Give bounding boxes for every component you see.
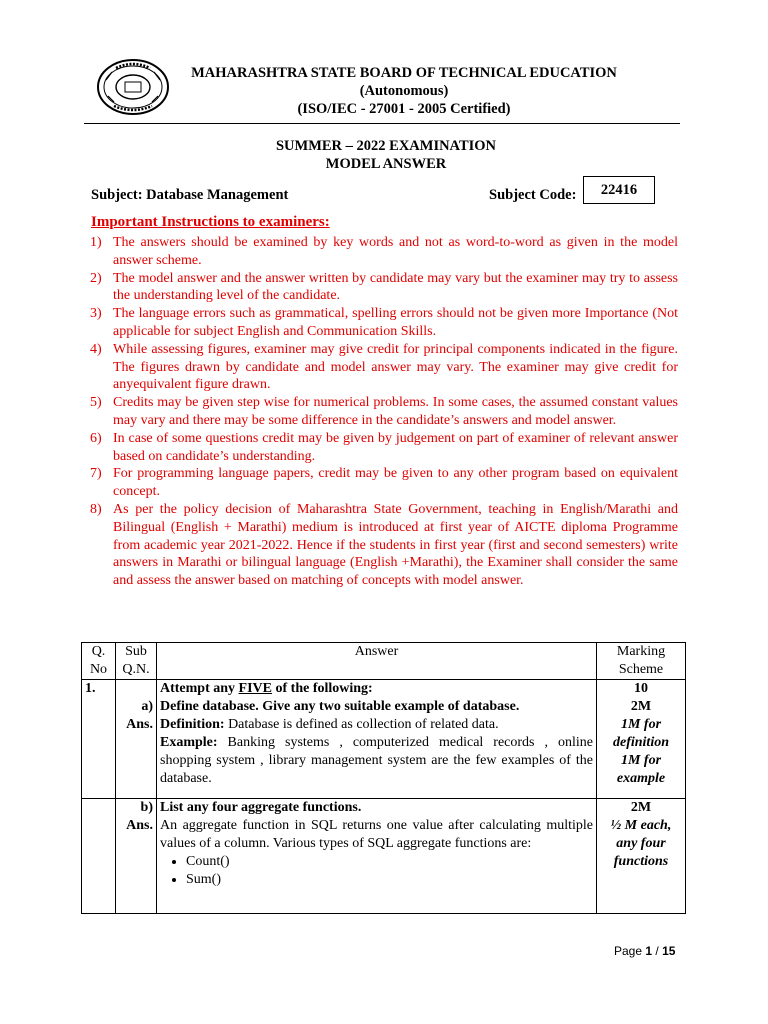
instructions-list (90, 234, 678, 590)
sub-question-label: a) (141, 699, 153, 714)
instruction-text: In case of some questions credit may be given by judgement on part of examiner of relevant answer based on candidate’s understanding. (113, 430, 678, 464)
page-number (614, 944, 675, 958)
example-body: Banking systems , computerized medical records , online shopping system , library management system are the few examples of the database. (160, 735, 593, 786)
marking-cell (597, 799, 686, 914)
instruction-number: 8) (90, 501, 102, 517)
table-header-row (82, 643, 686, 680)
function-list (160, 853, 593, 889)
scheme-text: ½ M each, any four functions (610, 818, 672, 869)
instruction-number: 4) (90, 341, 102, 357)
instruction-number: 6) (90, 430, 102, 446)
scheme-definition: 1M for definition (612, 717, 669, 750)
marking-cell (597, 680, 686, 799)
instruction-text: The language errors such as grammatical, spelling errors should not be given more Importance (Not applicable for subject English and Communication Skills. (113, 306, 678, 339)
header-qno: Q. No (82, 643, 116, 680)
msbte-logo (96, 58, 170, 116)
subject-code-label: Subject Code: (489, 187, 577, 203)
marks: 2M (630, 800, 652, 815)
certification-label: (ISO/IEC - 27001 - 2005 Certified) (297, 101, 511, 117)
instruction-item (90, 465, 678, 501)
ans-label: Ans. (126, 717, 153, 732)
example-text (160, 734, 593, 788)
header-divider (84, 123, 680, 124)
page-separator: / (652, 944, 663, 958)
definition-label: Definition: (160, 717, 225, 732)
instruction-number: 1) (90, 235, 102, 250)
board-name: MAHARASHTRA STATE BOARD OF TECHNICAL EDUCATION (191, 65, 617, 81)
subject-label: Subject: Database Management (91, 187, 289, 203)
definition-text (160, 716, 593, 734)
instruction-item (90, 305, 678, 341)
instruction-text: Credits may be given step wise for numerical problems. In some cases, the assumed constant values may vary and there may be some difference in the candidate’s answers and model answer. (113, 395, 678, 428)
sub-question-cell (116, 680, 157, 799)
autonomous-label: (Autonomous) (359, 83, 449, 99)
list-item: • Sum() (186, 871, 593, 889)
subject-code-box: 22416 (583, 176, 655, 204)
attempt-instruction (160, 680, 593, 698)
instruction-item (90, 430, 678, 466)
attempt-count: FIVE (238, 681, 272, 696)
total-pages: 15 (662, 944, 676, 958)
question-number-empty (82, 799, 116, 914)
table-row (82, 680, 686, 799)
instruction-text: As per the policy decision of Maharashtra State Government, teaching in English/Marathi and Bilingual (English + Marathi) medium is introduced at first year of AICTE diploma Programme from academic year 2021-2022. Hence if the students in first year (first and second semesters) write answers in Marathi or bilingual language (English +Marathi), the Examiner shall consider the same and assess the answer based on matching of concepts with model answer. (113, 501, 678, 589)
sub-question-cell (116, 799, 157, 914)
answer-cell (157, 799, 597, 914)
attempt-pre: Attempt any (160, 681, 239, 696)
example-label: Example: (160, 735, 218, 750)
scheme-example: 1M for example (616, 753, 666, 786)
instruction-number: 5) (90, 395, 102, 411)
instruction-number: 3) (90, 306, 102, 322)
current-page: 1 (645, 944, 653, 958)
table-row (82, 799, 686, 914)
instruction-item (90, 270, 678, 306)
definition-body: Database is defined as collection of related data. (224, 717, 499, 732)
answer-cell (157, 680, 597, 799)
header-subqn: Sub Q.N. (116, 643, 157, 680)
header-answer: Answer (157, 643, 597, 680)
answer-text: An aggregate function in SQL returns one value after calculating multiple values of a column. Various types of SQL aggregate functions are: (160, 818, 593, 851)
exam-title: SUMMER – 2022 EXAMINATION (275, 138, 497, 154)
question-text: List any four aggregate functions. (160, 800, 362, 815)
total-marks: 10 (634, 681, 648, 696)
question-text: Define database. Give any two suitable example of database. (160, 699, 520, 714)
marks: 2M (630, 699, 652, 714)
instruction-item (90, 341, 678, 394)
model-answer-title: MODEL ANSWER (325, 156, 447, 172)
instruction-text: For programming language papers, credit may be given to any other program based on equivalent concept. (113, 466, 678, 500)
ans-label: Ans. (126, 818, 153, 833)
instruction-number: 7) (90, 466, 102, 482)
instruction-text: The answers should be examined by key words and not as word-to-word as given in the model answer scheme. (113, 235, 678, 268)
question-number: 1. (82, 680, 116, 799)
instructions-title: Important Instructions to examiners: (91, 214, 330, 230)
list-item: • Count() (186, 853, 593, 871)
instruction-text: While assessing figures, examiner may give credit for principal components indicated in the figure. The figures drawn by candidate and model answer may vary. The examiner may give credit for anyequivalent figure drawn. (113, 341, 678, 393)
answer-table (81, 642, 686, 914)
header-marking: Marking Scheme (597, 643, 686, 680)
instruction-item (90, 501, 678, 590)
sub-question-label: b) (140, 800, 153, 815)
attempt-post: of the following: (272, 681, 373, 696)
instruction-number: 2) (90, 270, 102, 286)
page-prefix: Page (614, 944, 646, 958)
instruction-item (90, 394, 678, 430)
instruction-item (90, 234, 678, 270)
instruction-text: The model answer and the answer written by candidate may vary but the examiner may try to assess the understanding level of the candidate. (113, 270, 678, 304)
